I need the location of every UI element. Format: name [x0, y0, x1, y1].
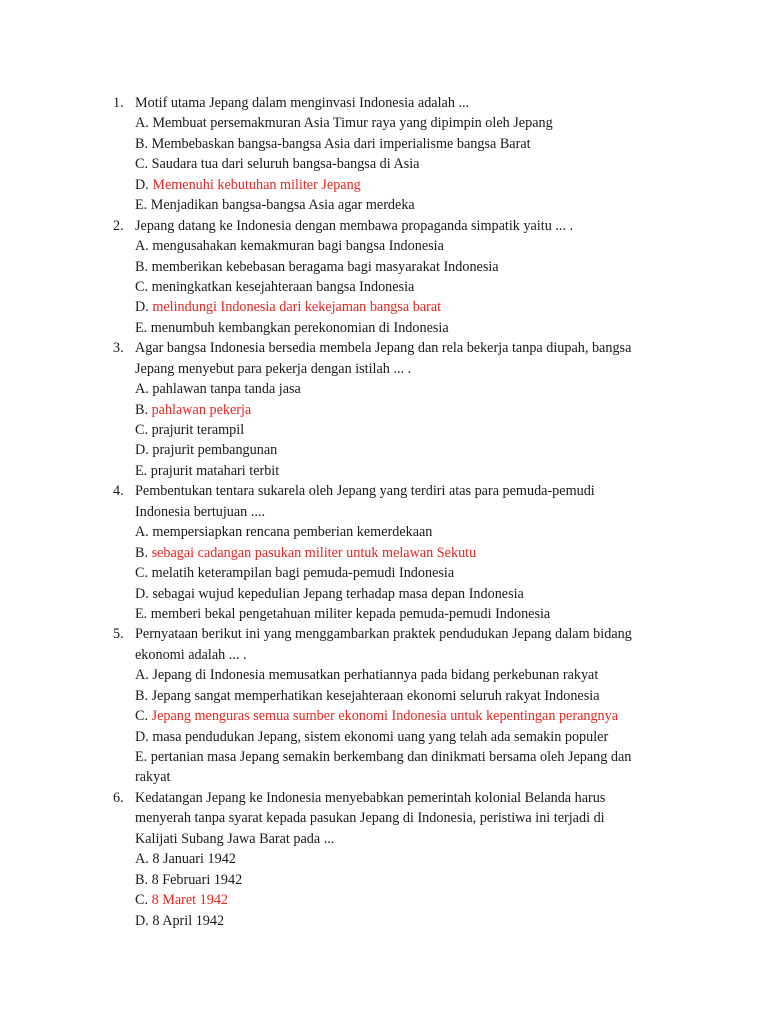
answer-option — [0, 236, 768, 256]
option-letter: D. — [135, 585, 149, 602]
question-line — [0, 216, 768, 236]
question-line — [0, 645, 768, 665]
option-content — [135, 400, 251, 420]
answer-option — [0, 257, 768, 277]
option-letter: C. — [135, 565, 149, 582]
option-letter: B. — [135, 687, 149, 704]
question-text: Motif utama Jepang dalam menginvasi Indonesia adalah ... — [135, 95, 470, 111]
option-content — [135, 563, 454, 583]
question-text: Indonesia bertujuan .... — [135, 503, 266, 520]
question-line — [0, 502, 768, 522]
answer-option-continuation — [0, 767, 768, 787]
answer-option — [0, 195, 768, 215]
correct-answer-text: 8 Maret 1942 — [151, 892, 229, 909]
option-letter: A. — [135, 238, 149, 255]
option-content — [135, 604, 550, 624]
answer-option — [0, 440, 768, 460]
question-line — [0, 829, 768, 849]
option-letter: C. — [135, 278, 149, 295]
option-text: rakyat — [135, 769, 171, 786]
answer-option — [0, 706, 768, 726]
correct-answer-text: sebagai cadangan pasukan militer untuk melawan Sekutu — [151, 544, 477, 561]
option-content — [135, 379, 301, 399]
option-content — [135, 195, 415, 215]
correct-answer-text: Jepang menguras semua sumber ekonomi Indonesia untuk kepentingan perangnya — [151, 708, 619, 725]
option-content — [135, 706, 618, 726]
option-letter: B. — [135, 544, 149, 561]
answer-option — [0, 665, 768, 685]
option-text: 8 April 1942 — [152, 912, 225, 929]
answer-option — [0, 584, 768, 604]
question-line — [0, 93, 768, 113]
option-content — [135, 911, 224, 931]
option-text: sebagai wujud kepedulian Jepang terhadap masa depan Indonesia — [152, 585, 524, 602]
option-letter: C. — [135, 422, 149, 438]
option-letter: C. — [135, 892, 149, 909]
question-text: Agar bangsa Indonesia bersedia membela Jepang dan rela bekerja tanpa diupah, bangsa — [135, 340, 632, 357]
option-text: meningkatkan kesejahteraan bangsa Indonesia — [151, 278, 415, 295]
question-line — [0, 338, 768, 358]
option-content — [135, 849, 236, 869]
answer-option — [0, 727, 768, 747]
answer-option — [0, 113, 768, 133]
question-line — [0, 788, 768, 808]
option-content — [135, 318, 449, 338]
answer-option — [0, 134, 768, 154]
question-text: ekonomi adalah ... . — [135, 646, 247, 663]
question-number: 1. — [113, 95, 124, 111]
option-letter: E. — [135, 605, 148, 622]
question-number: 5. — [113, 626, 124, 643]
option-content — [135, 584, 524, 604]
question-number: 2. — [113, 217, 124, 234]
option-letter: A. — [135, 851, 149, 868]
option-content — [135, 890, 228, 910]
question-line — [0, 359, 768, 379]
option-text: pahlawan tanpa tanda jasa — [152, 381, 301, 398]
answer-option — [0, 297, 768, 317]
question-line — [0, 624, 768, 644]
option-letter: A. — [135, 524, 149, 541]
answer-option — [0, 747, 768, 767]
option-content — [135, 297, 441, 317]
option-content — [135, 522, 432, 542]
option-text: Jepang sangat memperhatikan kesejahteraan ekonomi seluruh rakyat Indonesia — [151, 687, 600, 704]
correct-answer-text: pahlawan pekerja — [151, 401, 252, 418]
option-letter: D. — [135, 176, 149, 193]
question-line — [0, 481, 768, 501]
option-letter: E. — [135, 462, 148, 479]
option-content — [135, 134, 531, 154]
answer-option — [0, 563, 768, 583]
option-letter: C. — [135, 708, 149, 725]
option-letter: B. — [135, 135, 149, 152]
option-content — [135, 420, 244, 440]
option-text: Membebaskan bangsa-bangsa Asia dari imperialisme bangsa Barat — [151, 135, 531, 152]
option-text: melatih keterampilan bagi pemuda-pemudi Indonesia — [151, 565, 455, 582]
answer-option — [0, 420, 768, 440]
option-content — [135, 747, 631, 767]
option-text: prajurit terampil — [151, 422, 245, 438]
option-text: 8 Januari 1942 — [152, 851, 236, 868]
option-text: mengusahakan kemakmuran bagi bangsa Indonesia — [152, 238, 444, 255]
option-content — [135, 257, 499, 277]
question-text: Jepang menyebut para pekerja dengan istilah ... . — [135, 360, 412, 377]
question-text: Pernyataan berikut ini yang menggambarkan praktek pendudukan Jepang dalam bidang — [135, 626, 632, 643]
question-text: Kalijati Subang Jawa Barat pada ... — [135, 830, 335, 847]
question-text: Pembentukan tentara sukarela oleh Jepang yang terdiri atas para pemuda-pemudi — [135, 483, 595, 500]
answer-option — [0, 318, 768, 338]
option-content — [135, 154, 419, 174]
option-letter: A. — [135, 667, 149, 684]
option-text: Menjadikan bangsa-bangsa Asia agar merdeka — [150, 197, 415, 214]
correct-answer-text: melindungi Indonesia dari kekejaman bangsa barat — [152, 299, 442, 316]
option-letter: D. — [135, 299, 149, 316]
answer-option — [0, 400, 768, 420]
option-letter: E. — [135, 319, 148, 336]
option-content — [135, 665, 598, 685]
option-letter: D. — [135, 442, 149, 459]
answer-option — [0, 890, 768, 910]
option-text: menumbuh kembangkan perekonomian di Indonesia — [150, 319, 449, 336]
option-text: Membuat persemakmuran Asia Timur raya yang dipimpin oleh Jepang — [152, 115, 553, 132]
option-content — [135, 686, 600, 706]
option-text: Jepang di Indonesia memusatkan perhatiannya pada bidang perkebunan rakyat — [152, 667, 599, 684]
question-text: Jepang datang ke Indonesia dengan membawa propaganda simpatik yaitu ... . — [135, 217, 574, 234]
option-content — [135, 277, 414, 297]
answer-option — [0, 175, 768, 195]
question-line — [0, 808, 768, 828]
option-content — [135, 461, 279, 481]
option-content — [135, 543, 476, 563]
answer-option — [0, 154, 768, 174]
question-number: 6. — [113, 789, 124, 806]
question-text: menyerah tanpa syarat kepada pasukan Jepang di Indonesia, peristiwa ini terjadi di — [135, 810, 605, 827]
answer-option — [0, 379, 768, 399]
option-letter: E. — [135, 749, 148, 765]
option-text: 8 Februari 1942 — [151, 871, 243, 888]
answer-option — [0, 911, 768, 931]
answer-option — [0, 686, 768, 706]
option-letter: B. — [135, 258, 149, 275]
answer-option — [0, 461, 768, 481]
option-text: Saudara tua dari seluruh bangsa-bangsa di Asia — [151, 156, 420, 173]
option-letter: A. — [135, 115, 149, 132]
option-text: pertanian masa Jepang semakin berkembang dan dinikmati bersama oleh Jepang dan — [150, 749, 632, 765]
option-content — [135, 175, 361, 195]
option-letter: A. — [135, 381, 149, 398]
answer-option — [0, 604, 768, 624]
option-letter: E. — [135, 197, 148, 214]
option-text: prajurit pembangunan — [152, 442, 278, 459]
answer-option — [0, 543, 768, 563]
answer-option — [0, 277, 768, 297]
option-text: prajurit matahari terbit — [150, 462, 280, 479]
option-letter: D. — [135, 912, 149, 929]
option-content — [135, 727, 608, 747]
option-text: memberi bekal pengetahuan militer kepada pemuda-pemudi Indonesia — [150, 605, 551, 622]
option-letter: B. — [135, 871, 149, 888]
answer-option — [0, 849, 768, 869]
option-content — [135, 870, 242, 890]
correct-answer-text: Memenuhi kebutuhan militer Jepang — [152, 176, 361, 193]
question-document — [0, 93, 768, 931]
option-letter: B. — [135, 401, 149, 418]
option-letter: C. — [135, 156, 149, 173]
option-content — [135, 113, 553, 133]
option-content — [135, 440, 277, 460]
option-text: masa pendudukan Jepang, sistem ekonomi uang yang telah ada semakin populer — [152, 728, 609, 745]
option-text: memberikan kebebasan beragama bagi masyarakat Indonesia — [151, 258, 499, 275]
option-letter: D. — [135, 728, 149, 745]
answer-option — [0, 522, 768, 542]
question-number: 3. — [113, 340, 124, 357]
answer-option — [0, 870, 768, 890]
question-number: 4. — [113, 483, 124, 500]
option-content — [135, 236, 444, 256]
question-text: Kedatangan Jepang ke Indonesia menyebabkan pemerintah kolonial Belanda harus — [135, 789, 606, 806]
option-text: mempersiapkan rencana pemberian kemerdekaan — [152, 524, 433, 541]
